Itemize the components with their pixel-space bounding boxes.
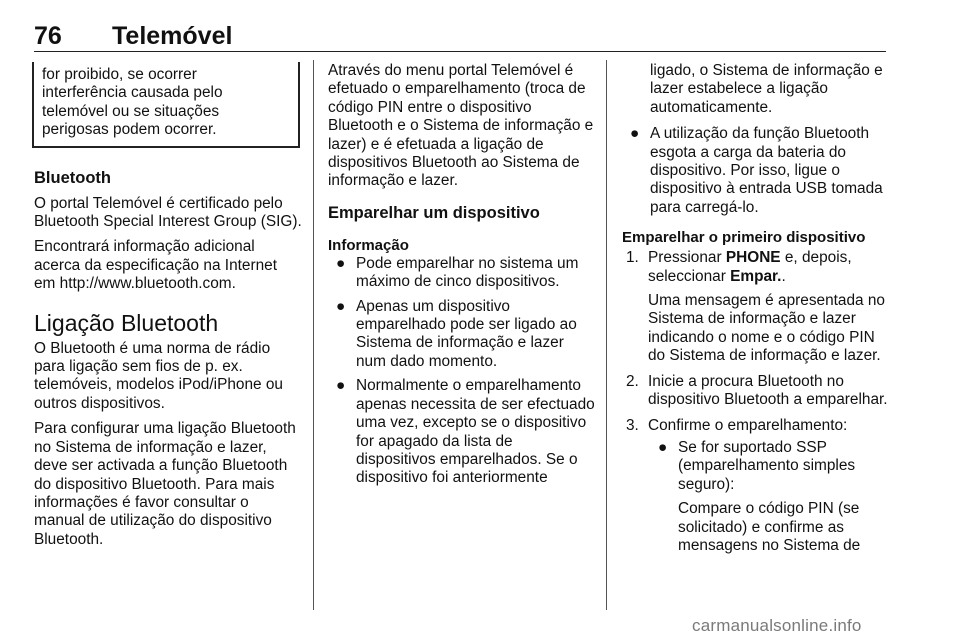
page-title: Telemóvel — [112, 22, 233, 50]
bullet-icon: ● — [336, 377, 346, 395]
step-text — [648, 249, 890, 286]
step-text-part: Pressionar — [648, 249, 726, 267]
section-heading-bluetooth: Bluetooth — [34, 168, 111, 187]
warning-note-box — [32, 62, 300, 148]
subheading-first-pair: Emparelhar o primeiro dispositivo — [622, 229, 866, 247]
list-item — [328, 377, 596, 487]
steps-list — [622, 249, 890, 555]
step-item — [622, 417, 890, 556]
paragraph: O portal Telemóvel é certificado pelo Bluetooth Special Interest Group (SIG). — [34, 194, 302, 231]
column-2 — [328, 62, 596, 494]
bullet-icon: ● — [658, 438, 668, 456]
section-heading-pair: Emparelhar um dispositivo — [328, 203, 540, 222]
bullet-icon: ● — [336, 254, 346, 272]
list-item — [622, 125, 890, 217]
bullet-icon: ● — [630, 125, 640, 143]
step-item — [622, 249, 890, 365]
column-divider — [606, 60, 607, 610]
note-line: for proibido, se ocorrer — [42, 66, 197, 83]
ssp-list — [648, 439, 890, 555]
watermark: carmanualsonline.info — [692, 616, 862, 635]
step-detail: Uma mensagem é apresentada no Sistema de informação e lazer indicando o nome e o código PIN do Sistema de informação e lazer. — [648, 292, 885, 365]
step-text: Inicie a procura Bluetooth no dispositivo Bluetooth a emparelhar. — [648, 372, 888, 409]
paragraph: O Bluetooth é uma norma de rádio para ligação sem fios de p. ex. telemóveis, modelos iPod/iPhone ou outros dispositivos. — [34, 339, 283, 412]
list-item-text: Apenas um dispositivo emparelhado pode ser ligado ao Sistema de informação e lazer num dado momento. — [356, 297, 577, 370]
bullet-icon: ● — [336, 297, 346, 315]
info-list — [328, 255, 596, 488]
list-item — [328, 298, 596, 372]
list-item-text: ligado, o Sistema de informação e lazer estabelece a ligação automaticamente. — [650, 62, 883, 116]
header-rule — [34, 51, 886, 52]
paragraph: Encontrará informação adicional acerca da especificação na Internet em http://www.bluetooth.com. — [34, 238, 277, 293]
list-item — [648, 439, 890, 555]
step-text: Confirme o emparelhamento: — [648, 416, 848, 434]
list-item-detail: Compare o código PIN (se solicitado) e confirme as mensagens no Sistema de — [678, 500, 861, 554]
note-line: perigosas podem ocorrer. — [42, 121, 217, 139]
step-number: 2. — [626, 372, 639, 390]
list-item-text: Normalmente o emparelhamento apenas necessita de ser efectuado uma vez, excepto se o dispositivo for apagado da lista de dispositivos emparelhados. Se o dispositivo foi anteriormente — [356, 377, 595, 487]
step-item — [622, 373, 890, 410]
step-text-part: e, depois, seleccionar — [648, 249, 852, 285]
info-list-continued — [622, 62, 890, 217]
step-number: 3. — [626, 416, 639, 434]
list-item — [328, 255, 596, 292]
column-1 — [34, 62, 302, 556]
list-item-text: Se for suportado SSP (emparelhamento simples seguro): — [678, 438, 856, 493]
list-item — [622, 62, 890, 117]
column-divider — [313, 60, 314, 610]
note-line: telemóvel ou se situações — [42, 102, 220, 120]
step-text-part: . — [781, 267, 786, 285]
page-number: 76 — [34, 22, 62, 50]
phone-keyword: PHONE — [725, 249, 781, 267]
list-item-text: Pode emparelhar no sistema um máximo de cinco dispositivos. — [356, 254, 579, 291]
section-heading-ligacao: Ligação Bluetooth — [34, 309, 219, 336]
note-line: interferência causada pelo — [42, 84, 223, 102]
page-header — [34, 22, 886, 50]
paragraph: Para configurar uma ligação Bluetooth no Sistema de informação e lazer, deve ser activada a função Bluetooth do dispositivo Bluetooth. Para mais informações é favor consultar o manual de utilização do dispositivo Bluetooth. — [34, 420, 296, 548]
column-3 — [622, 62, 890, 562]
paragraph: Através do menu portal Telemóvel é efetuado o emparelhamento (troca de código PIN entre o dispositivo Bluetooth e o Sistema de informação e lazer) e é efetuada a ligação de dispositivos Bluetooth ao Sistema de informação e lazer. — [328, 62, 594, 190]
empar-keyword: Empar. — [730, 267, 782, 285]
subheading-info: Informação — [328, 236, 409, 254]
step-number: 1. — [626, 249, 639, 267]
list-item-text: A utilização da função Bluetooth esgota a carga da bateria do dispositivo. Por isso, ligue o dispositivo à entrada USB tomada para carregá-lo. — [650, 125, 883, 216]
